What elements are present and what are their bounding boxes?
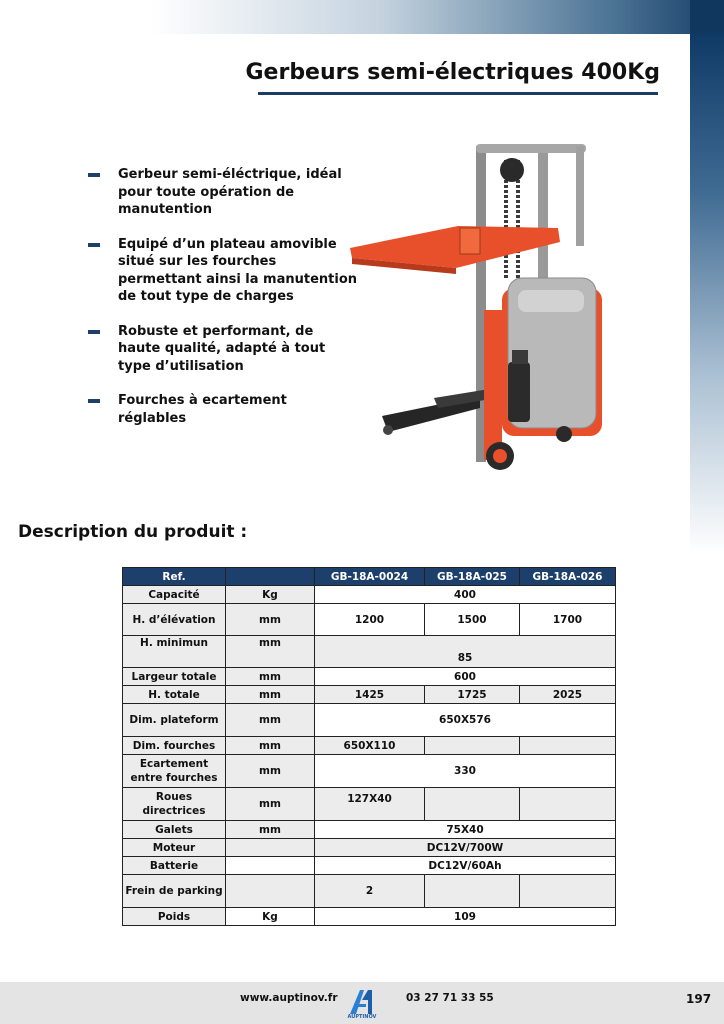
row-unit: mm — [226, 821, 315, 839]
header-ref: Ref. — [123, 568, 226, 586]
page-title: Gerbeurs semi-électriques 400Kg — [245, 60, 660, 85]
row-value — [425, 875, 520, 908]
row-unit: mm — [226, 636, 315, 668]
row-value: 2025 — [520, 686, 616, 704]
row-value — [425, 737, 520, 755]
table-header-row — [123, 568, 616, 586]
table-row — [123, 686, 616, 704]
description-title: Description du produit : — [18, 522, 248, 542]
cover-top — [518, 290, 584, 312]
footer-website-link[interactable]: www.auptinov.fr — [240, 992, 338, 1004]
table-row — [123, 821, 616, 839]
logo-wordmark: AUPTINOV — [347, 1014, 377, 1020]
header-model: GB-18A-025 — [425, 568, 520, 586]
row-value: 600 — [315, 668, 616, 686]
header-unit — [226, 568, 315, 586]
row-value: 1200 — [315, 604, 425, 636]
row-value — [520, 875, 616, 908]
row-unit: mm — [226, 755, 315, 788]
header-gradient-band — [150, 0, 724, 34]
table-row — [123, 857, 616, 875]
feature-text: Robuste et performant, de haute qualité, adapté à tout type d’utilisation — [118, 323, 326, 374]
table-row — [123, 875, 616, 908]
header-model: GB-18A-026 — [520, 568, 616, 586]
row-value: 1725 — [425, 686, 520, 704]
row-value: 650X576 — [315, 704, 616, 737]
row-unit: mm — [226, 737, 315, 755]
row-label: H. d’élévation — [123, 604, 226, 636]
rear-wheel — [556, 426, 572, 442]
row-label: Largeur totale — [123, 668, 226, 686]
fork-roller — [383, 425, 393, 435]
row-value: 75X40 — [315, 821, 616, 839]
lift-carriage — [484, 310, 502, 460]
row-label: Ecartement entre fourches — [123, 755, 226, 788]
title-underline — [258, 92, 658, 95]
feature-list — [88, 166, 358, 444]
feature-item — [88, 166, 358, 219]
header-model: GB-18A-0024 — [315, 568, 425, 586]
row-unit — [226, 875, 315, 908]
control-cable — [508, 362, 530, 422]
table-row — [123, 908, 616, 926]
row-label: Dim. plateform — [123, 704, 226, 737]
row-value: 127X40 — [315, 788, 425, 821]
feature-item — [88, 236, 358, 306]
row-unit: Kg — [226, 586, 315, 604]
row-label: Dim. fourches — [123, 737, 226, 755]
feature-item — [88, 392, 358, 427]
bullet-dash-icon — [88, 330, 100, 334]
table-row — [123, 755, 616, 788]
row-label: Capacité — [123, 586, 226, 604]
feature-text: Fourches à ecartement réglables — [118, 393, 287, 426]
row-value: 1700 — [520, 604, 616, 636]
row-unit: mm — [226, 788, 315, 821]
table-row — [123, 788, 616, 821]
row-unit: Kg — [226, 908, 315, 926]
row-label: Poids — [123, 908, 226, 926]
row-unit: mm — [226, 704, 315, 737]
page-number: 197 — [686, 992, 712, 1006]
mast-top-bar — [476, 144, 586, 153]
control-box — [512, 350, 528, 364]
table-row — [123, 737, 616, 755]
feature-text: Gerbeur semi-éléctrique, idéal pour toute opération de manutention — [118, 167, 342, 217]
row-value: 400 — [315, 586, 616, 604]
table-row — [123, 839, 616, 857]
bullet-dash-icon — [88, 173, 100, 177]
platform-label-plate — [460, 228, 480, 254]
stacker-product-image — [348, 140, 608, 480]
logo-stroke-right — [362, 990, 372, 1014]
row-value: 330 — [315, 755, 616, 788]
table-row — [123, 668, 616, 686]
row-value — [425, 788, 520, 821]
row-label: H. minimun — [123, 636, 226, 668]
row-unit: mm — [226, 604, 315, 636]
right-gradient-band — [690, 34, 724, 554]
row-label: Galets — [123, 821, 226, 839]
row-label: H. totale — [123, 686, 226, 704]
row-value: 109 — [315, 908, 616, 926]
table-row — [123, 636, 616, 668]
row-value: 2 — [315, 875, 425, 908]
row-unit: mm — [226, 668, 315, 686]
row-value — [520, 788, 616, 821]
row-unit: mm — [226, 686, 315, 704]
row-value: 85 — [315, 636, 616, 668]
table-row — [123, 586, 616, 604]
row-label: Batterie — [123, 857, 226, 875]
row-label: Frein de parking — [123, 875, 226, 908]
table-row — [123, 604, 616, 636]
footer-phone: 03 27 71 33 55 — [406, 992, 494, 1004]
spec-table — [122, 567, 616, 926]
row-unit — [226, 857, 315, 875]
feature-text: Equipé d’un plateau amovible situé sur les fourches permettant ainsi la manutention de tout type de charges — [118, 236, 358, 304]
wheel-hub — [493, 449, 507, 463]
row-value: 1500 — [425, 604, 520, 636]
table-row — [123, 704, 616, 737]
feature-item — [88, 323, 358, 376]
row-value: DC12V/700W — [315, 839, 616, 857]
header-corner-square — [690, 0, 724, 34]
row-value: DC12V/60Ah — [315, 857, 616, 875]
row-value: 650X110 — [315, 737, 425, 755]
row-label: Moteur — [123, 839, 226, 857]
logo-stroke-left — [350, 990, 364, 1014]
bullet-dash-icon — [88, 399, 100, 403]
page-footer — [0, 982, 724, 1024]
row-value: 1425 — [315, 686, 425, 704]
handle-bar — [576, 146, 584, 246]
bullet-dash-icon — [88, 243, 100, 247]
row-label: Roues directrices — [123, 788, 226, 821]
logo-crossbar — [354, 1004, 366, 1007]
row-unit — [226, 839, 315, 857]
row-value — [520, 737, 616, 755]
chain-pulley — [500, 158, 524, 182]
